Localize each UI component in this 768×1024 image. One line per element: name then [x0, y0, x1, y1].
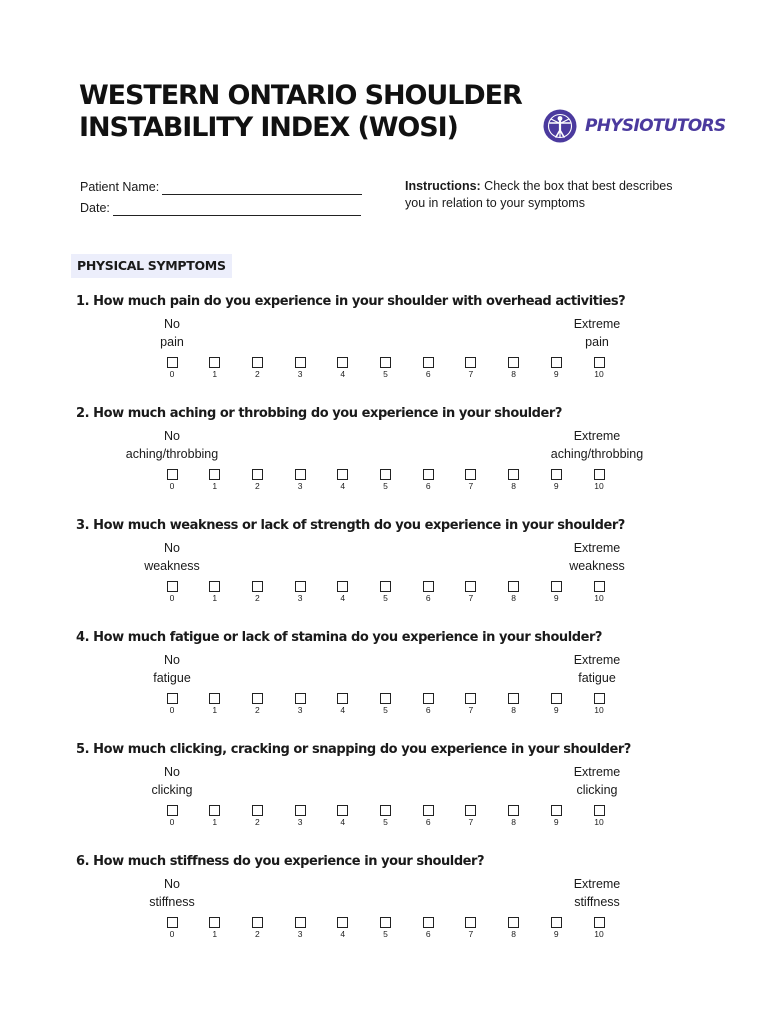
low-anchor-label — [102, 539, 242, 575]
rating-option-5[interactable] — [376, 693, 396, 717]
rating-option-4[interactable] — [333, 917, 353, 941]
rating-option-3[interactable] — [290, 581, 310, 605]
rating-value-label: 9 — [553, 929, 559, 939]
low-anchor-line-2: clicking — [151, 783, 193, 797]
rating-option-6[interactable] — [418, 693, 438, 717]
rating-value-label: 7 — [468, 369, 474, 379]
rating-checkbox[interactable] — [167, 357, 178, 368]
rating-value-label: 9 — [553, 705, 559, 715]
question-text: 4. How much fatigue or lack of stamina do you experience in your shoulder? — [76, 630, 603, 645]
rating-checkbox[interactable] — [508, 357, 519, 368]
rating-checkbox[interactable] — [209, 917, 220, 928]
rating-option-7[interactable] — [461, 469, 481, 493]
patient-name-field[interactable] — [80, 179, 362, 195]
rating-checkbox[interactable] — [551, 917, 562, 928]
rating-option-10[interactable] — [589, 693, 609, 717]
rating-checkbox[interactable] — [380, 357, 391, 368]
rating-option-1[interactable] — [205, 469, 225, 493]
rating-value-label: 10 — [594, 593, 604, 603]
rating-option-4[interactable] — [333, 357, 353, 381]
rating-checkbox[interactable] — [465, 917, 476, 928]
rating-option-2[interactable] — [247, 469, 267, 493]
rating-value-label: 9 — [553, 369, 559, 379]
high-anchor-line-2: pain — [585, 335, 609, 349]
rating-checkbox[interactable] — [295, 357, 306, 368]
question-1 — [0, 293, 768, 405]
rating-option-4[interactable] — [333, 805, 353, 829]
section-title: PHYSICAL SYMPTOMS — [71, 254, 232, 278]
rating-option-0[interactable] — [162, 805, 182, 829]
rating-value-label: 7 — [468, 705, 474, 715]
rating-checkbox[interactable] — [380, 917, 391, 928]
rating-value-label: 9 — [553, 817, 559, 827]
rating-option-6[interactable] — [418, 581, 438, 605]
rating-checkbox[interactable] — [465, 693, 476, 704]
rating-option-0[interactable] — [162, 581, 182, 605]
rating-value-label: 2 — [255, 369, 260, 379]
date-line[interactable] — [113, 203, 361, 216]
rating-checkbox[interactable] — [423, 693, 434, 704]
low-anchor-line-1: No — [164, 653, 180, 667]
question-text: 2. How much aching or throbbing do you experience in your shoulder? — [76, 406, 562, 421]
low-anchor-line-1: No — [164, 317, 180, 331]
rating-checkbox[interactable] — [167, 693, 178, 704]
low-anchor-label — [102, 315, 242, 351]
rating-value-label: 8 — [511, 481, 516, 491]
rating-option-5[interactable] — [376, 469, 396, 493]
rating-option-2[interactable] — [247, 805, 267, 829]
question-5 — [0, 741, 768, 853]
rating-value-label: 6 — [425, 369, 431, 379]
rating-checkbox[interactable] — [551, 581, 562, 592]
rating-option-9[interactable] — [546, 469, 566, 493]
rating-option-3[interactable] — [290, 357, 310, 381]
rating-checkbox[interactable] — [295, 917, 306, 928]
rating-value-label: 9 — [553, 481, 559, 491]
rating-checkbox[interactable] — [337, 581, 348, 592]
rating-checkbox[interactable] — [209, 469, 220, 480]
rating-option-6[interactable] — [418, 805, 438, 829]
rating-checkbox[interactable] — [423, 805, 434, 816]
date-field[interactable] — [80, 200, 361, 216]
instructions-text: Check the box that best describes you in relation to your symptoms — [405, 179, 673, 210]
rating-value-label: 4 — [340, 705, 346, 715]
rating-value-label: 10 — [594, 481, 604, 491]
rating-option-5[interactable] — [376, 917, 396, 941]
rating-checkbox[interactable] — [209, 357, 220, 368]
rating-value-label: 0 — [169, 929, 175, 939]
high-anchor-line-2: stiffness — [574, 895, 620, 909]
rating-value-label: 1 — [212, 929, 218, 939]
rating-value-label: 1 — [212, 817, 218, 827]
form-title — [79, 80, 522, 144]
low-anchor-line-2: fatigue — [153, 671, 191, 685]
rating-value-label: 3 — [297, 929, 303, 939]
rating-checkbox[interactable] — [551, 469, 562, 480]
low-anchor-line-2: weakness — [144, 559, 200, 573]
rating-checkbox[interactable] — [337, 469, 348, 480]
rating-checkbox[interactable] — [508, 693, 519, 704]
low-anchor-line-2: pain — [160, 335, 184, 349]
rating-value-label: 2 — [255, 593, 260, 603]
question-6 — [0, 853, 768, 965]
high-anchor-line-2: clicking — [576, 783, 618, 797]
low-anchor-line-1: No — [164, 541, 180, 555]
rating-value-label: 8 — [511, 705, 516, 715]
rating-option-10[interactable] — [589, 357, 609, 381]
vitruvian-man-icon — [543, 109, 577, 143]
rating-option-9[interactable] — [546, 581, 566, 605]
question-text: 5. How much clicking, cracking or snapping do you experience in your shoulder? — [76, 742, 631, 757]
instructions — [405, 178, 695, 212]
high-anchor-label — [527, 315, 667, 351]
high-anchor-line-1: Extreme — [573, 317, 621, 331]
rating-option-8[interactable] — [504, 581, 524, 605]
rating-checkbox[interactable] — [380, 469, 391, 480]
high-anchor-line-1: Extreme — [573, 877, 621, 891]
patient-name-line[interactable] — [162, 182, 362, 195]
rating-option-9[interactable] — [546, 693, 566, 717]
rating-option-3[interactable] — [290, 805, 310, 829]
low-anchor-line-2: aching/throbbing — [125, 447, 219, 461]
low-anchor-label — [102, 651, 242, 687]
rating-checkbox[interactable] — [380, 693, 391, 704]
high-anchor-line-1: Extreme — [573, 541, 621, 555]
rating-option-4[interactable] — [333, 581, 353, 605]
rating-checkbox[interactable] — [295, 581, 306, 592]
rating-value-label: 3 — [297, 593, 303, 603]
rating-value-label: 6 — [425, 481, 431, 491]
rating-value-label: 9 — [553, 593, 559, 603]
rating-value-label: 6 — [425, 705, 431, 715]
rating-checkbox[interactable] — [380, 805, 391, 816]
rating-option-4[interactable] — [333, 469, 353, 493]
rating-checkbox[interactable] — [465, 469, 476, 480]
rating-value-label: 4 — [340, 593, 346, 603]
rating-value-label: 2 — [255, 817, 260, 827]
rating-checkbox[interactable] — [252, 693, 263, 704]
rating-value-label: 7 — [468, 817, 474, 827]
rating-value-label: 3 — [297, 481, 303, 491]
high-anchor-line-1: Extreme — [573, 653, 621, 667]
rating-value-label: 6 — [425, 929, 431, 939]
rating-checkbox[interactable] — [295, 469, 306, 480]
high-anchor-label — [527, 539, 667, 575]
rating-option-6[interactable] — [418, 917, 438, 941]
rating-value-label: 8 — [511, 369, 516, 379]
rating-checkbox[interactable] — [167, 917, 178, 928]
rating-value-label: 4 — [340, 481, 346, 491]
low-anchor-line-1: No — [164, 429, 180, 443]
rating-option-3[interactable] — [290, 917, 310, 941]
rating-checkbox[interactable] — [252, 805, 263, 816]
rating-checkbox[interactable] — [252, 357, 263, 368]
low-anchor-label — [102, 875, 242, 911]
brand-logo-block — [543, 109, 725, 143]
rating-checkbox[interactable] — [423, 581, 434, 592]
low-anchor-line-1: No — [164, 765, 180, 779]
rating-checkbox[interactable] — [465, 581, 476, 592]
rating-checkbox[interactable] — [465, 357, 476, 368]
rating-scale — [0, 917, 768, 941]
rating-value-label: 0 — [169, 817, 175, 827]
rating-checkbox[interactable] — [594, 581, 605, 592]
rating-option-7[interactable] — [461, 581, 481, 605]
rating-checkbox[interactable] — [594, 469, 605, 480]
rating-option-2[interactable] — [247, 917, 267, 941]
rating-checkbox[interactable] — [252, 469, 263, 480]
rating-option-5[interactable] — [376, 357, 396, 381]
rating-option-2[interactable] — [247, 357, 267, 381]
rating-value-label: 0 — [169, 593, 175, 603]
high-anchor-label — [527, 427, 667, 463]
rating-option-10[interactable] — [589, 469, 609, 493]
rating-option-8[interactable] — [504, 693, 524, 717]
rating-option-2[interactable] — [247, 581, 267, 605]
rating-option-10[interactable] — [589, 581, 609, 605]
rating-option-9[interactable] — [546, 357, 566, 381]
rating-checkbox[interactable] — [594, 917, 605, 928]
high-anchor-label — [527, 651, 667, 687]
rating-checkbox[interactable] — [209, 693, 220, 704]
high-anchor-line-2: fatigue — [578, 671, 616, 685]
rating-option-0[interactable] — [162, 357, 182, 381]
question-text: 1. How much pain do you experience in your shoulder with overhead activities? — [76, 294, 626, 309]
rating-checkbox[interactable] — [594, 693, 605, 704]
rating-checkbox[interactable] — [337, 917, 348, 928]
low-anchor-line-1: No — [164, 877, 180, 891]
rating-value-label: 4 — [340, 369, 346, 379]
question-2 — [0, 405, 768, 517]
rating-checkbox[interactable] — [252, 581, 263, 592]
rating-value-label: 0 — [169, 481, 175, 491]
rating-scale — [0, 581, 768, 605]
rating-value-label: 8 — [511, 593, 516, 603]
rating-value-label: 8 — [511, 929, 516, 939]
rating-value-label: 10 — [594, 705, 604, 715]
rating-option-7[interactable] — [461, 805, 481, 829]
rating-option-2[interactable] — [247, 693, 267, 717]
rating-option-9[interactable] — [546, 805, 566, 829]
rating-checkbox[interactable] — [508, 581, 519, 592]
high-anchor-line-2: aching/throbbing — [550, 447, 644, 461]
brand-name: PHYSIOTUTORS — [585, 116, 726, 136]
patient-name-label: Patient Name: — [80, 180, 160, 194]
rating-value-label: 7 — [468, 929, 474, 939]
rating-checkbox[interactable] — [167, 581, 178, 592]
rating-checkbox[interactable] — [508, 917, 519, 928]
rating-option-8[interactable] — [504, 357, 524, 381]
rating-value-label: 5 — [383, 705, 388, 715]
question-3 — [0, 517, 768, 629]
rating-checkbox[interactable] — [551, 805, 562, 816]
rating-checkbox[interactable] — [380, 581, 391, 592]
title-line-2: INSTABILITY INDEX (WOSI) — [79, 112, 458, 143]
rating-value-label: 10 — [594, 929, 604, 939]
rating-value-label: 6 — [425, 817, 431, 827]
date-label: Date: — [80, 201, 110, 215]
rating-option-10[interactable] — [589, 917, 609, 941]
rating-option-8[interactable] — [504, 469, 524, 493]
rating-option-7[interactable] — [461, 693, 481, 717]
rating-value-label: 1 — [212, 705, 218, 715]
rating-checkbox[interactable] — [423, 469, 434, 480]
rating-option-1[interactable] — [205, 917, 225, 941]
rating-checkbox[interactable] — [551, 693, 562, 704]
rating-option-0[interactable] — [162, 917, 182, 941]
rating-value-label: 4 — [340, 817, 346, 827]
rating-value-label: 5 — [383, 817, 388, 827]
rating-checkbox[interactable] — [337, 805, 348, 816]
rating-option-1[interactable] — [205, 357, 225, 381]
rating-option-8[interactable] — [504, 805, 524, 829]
rating-value-label: 3 — [297, 369, 303, 379]
rating-option-0[interactable] — [162, 469, 182, 493]
rating-value-label: 8 — [511, 817, 516, 827]
rating-value-label: 5 — [383, 481, 388, 491]
low-anchor-line-2: stiffness — [149, 895, 195, 909]
rating-value-label: 2 — [255, 481, 260, 491]
rating-value-label: 5 — [383, 593, 388, 603]
rating-option-10[interactable] — [589, 805, 609, 829]
rating-value-label: 5 — [383, 369, 388, 379]
rating-value-label: 0 — [169, 705, 175, 715]
rating-option-0[interactable] — [162, 693, 182, 717]
rating-checkbox[interactable] — [167, 469, 178, 480]
rating-option-7[interactable] — [461, 357, 481, 381]
rating-checkbox[interactable] — [465, 805, 476, 816]
high-anchor-label — [527, 763, 667, 799]
rating-scale — [0, 693, 768, 717]
rating-option-1[interactable] — [205, 693, 225, 717]
rating-value-label: 1 — [212, 481, 218, 491]
question-text: 3. How much weakness or lack of strength do you experience in your shoulder? — [76, 518, 625, 533]
rating-checkbox[interactable] — [594, 357, 605, 368]
rating-value-label: 5 — [383, 929, 388, 939]
rating-scale — [0, 357, 768, 381]
rating-checkbox[interactable] — [594, 805, 605, 816]
rating-option-5[interactable] — [376, 581, 396, 605]
rating-checkbox[interactable] — [508, 469, 519, 480]
rating-value-label: 3 — [297, 705, 303, 715]
rating-option-4[interactable] — [333, 693, 353, 717]
rating-value-label: 0 — [169, 369, 175, 379]
rating-option-5[interactable] — [376, 805, 396, 829]
rating-value-label: 10 — [594, 817, 604, 827]
rating-checkbox[interactable] — [551, 357, 562, 368]
rating-value-label: 2 — [255, 705, 260, 715]
rating-checkbox[interactable] — [423, 917, 434, 928]
rating-checkbox[interactable] — [209, 805, 220, 816]
rating-option-3[interactable] — [290, 693, 310, 717]
rating-value-label: 10 — [594, 369, 604, 379]
rating-checkbox[interactable] — [295, 805, 306, 816]
rating-option-1[interactable] — [205, 581, 225, 605]
rating-scale — [0, 805, 768, 829]
rating-checkbox[interactable] — [167, 805, 178, 816]
instructions-label: Instructions: — [405, 179, 481, 193]
high-anchor-line-2: weakness — [569, 559, 625, 573]
rating-checkbox[interactable] — [295, 693, 306, 704]
rating-value-label: 7 — [468, 593, 474, 603]
rating-value-label: 2 — [255, 929, 260, 939]
rating-checkbox[interactable] — [209, 581, 220, 592]
rating-checkbox[interactable] — [337, 357, 348, 368]
rating-checkbox[interactable] — [423, 357, 434, 368]
rating-value-label: 1 — [212, 593, 218, 603]
rating-value-label: 7 — [468, 481, 474, 491]
low-anchor-label — [102, 763, 242, 799]
rating-value-label: 1 — [212, 369, 218, 379]
rating-option-1[interactable] — [205, 805, 225, 829]
rating-value-label: 4 — [340, 929, 346, 939]
rating-checkbox[interactable] — [337, 693, 348, 704]
high-anchor-line-1: Extreme — [573, 429, 621, 443]
rating-option-7[interactable] — [461, 917, 481, 941]
high-anchor-line-1: Extreme — [573, 765, 621, 779]
rating-option-6[interactable] — [418, 357, 438, 381]
rating-option-3[interactable] — [290, 469, 310, 493]
high-anchor-label — [527, 875, 667, 911]
rating-option-9[interactable] — [546, 917, 566, 941]
rating-value-label: 3 — [297, 817, 303, 827]
rating-checkbox[interactable] — [508, 805, 519, 816]
low-anchor-label — [102, 427, 242, 463]
rating-value-label: 6 — [425, 593, 431, 603]
rating-scale — [0, 469, 768, 493]
title-line-1: WESTERN ONTARIO SHOULDER — [79, 80, 522, 111]
rating-checkbox[interactable] — [252, 917, 263, 928]
rating-option-8[interactable] — [504, 917, 524, 941]
question-4 — [0, 629, 768, 741]
question-text: 6. How much stiffness do you experience in your shoulder? — [76, 854, 485, 869]
rating-option-6[interactable] — [418, 469, 438, 493]
